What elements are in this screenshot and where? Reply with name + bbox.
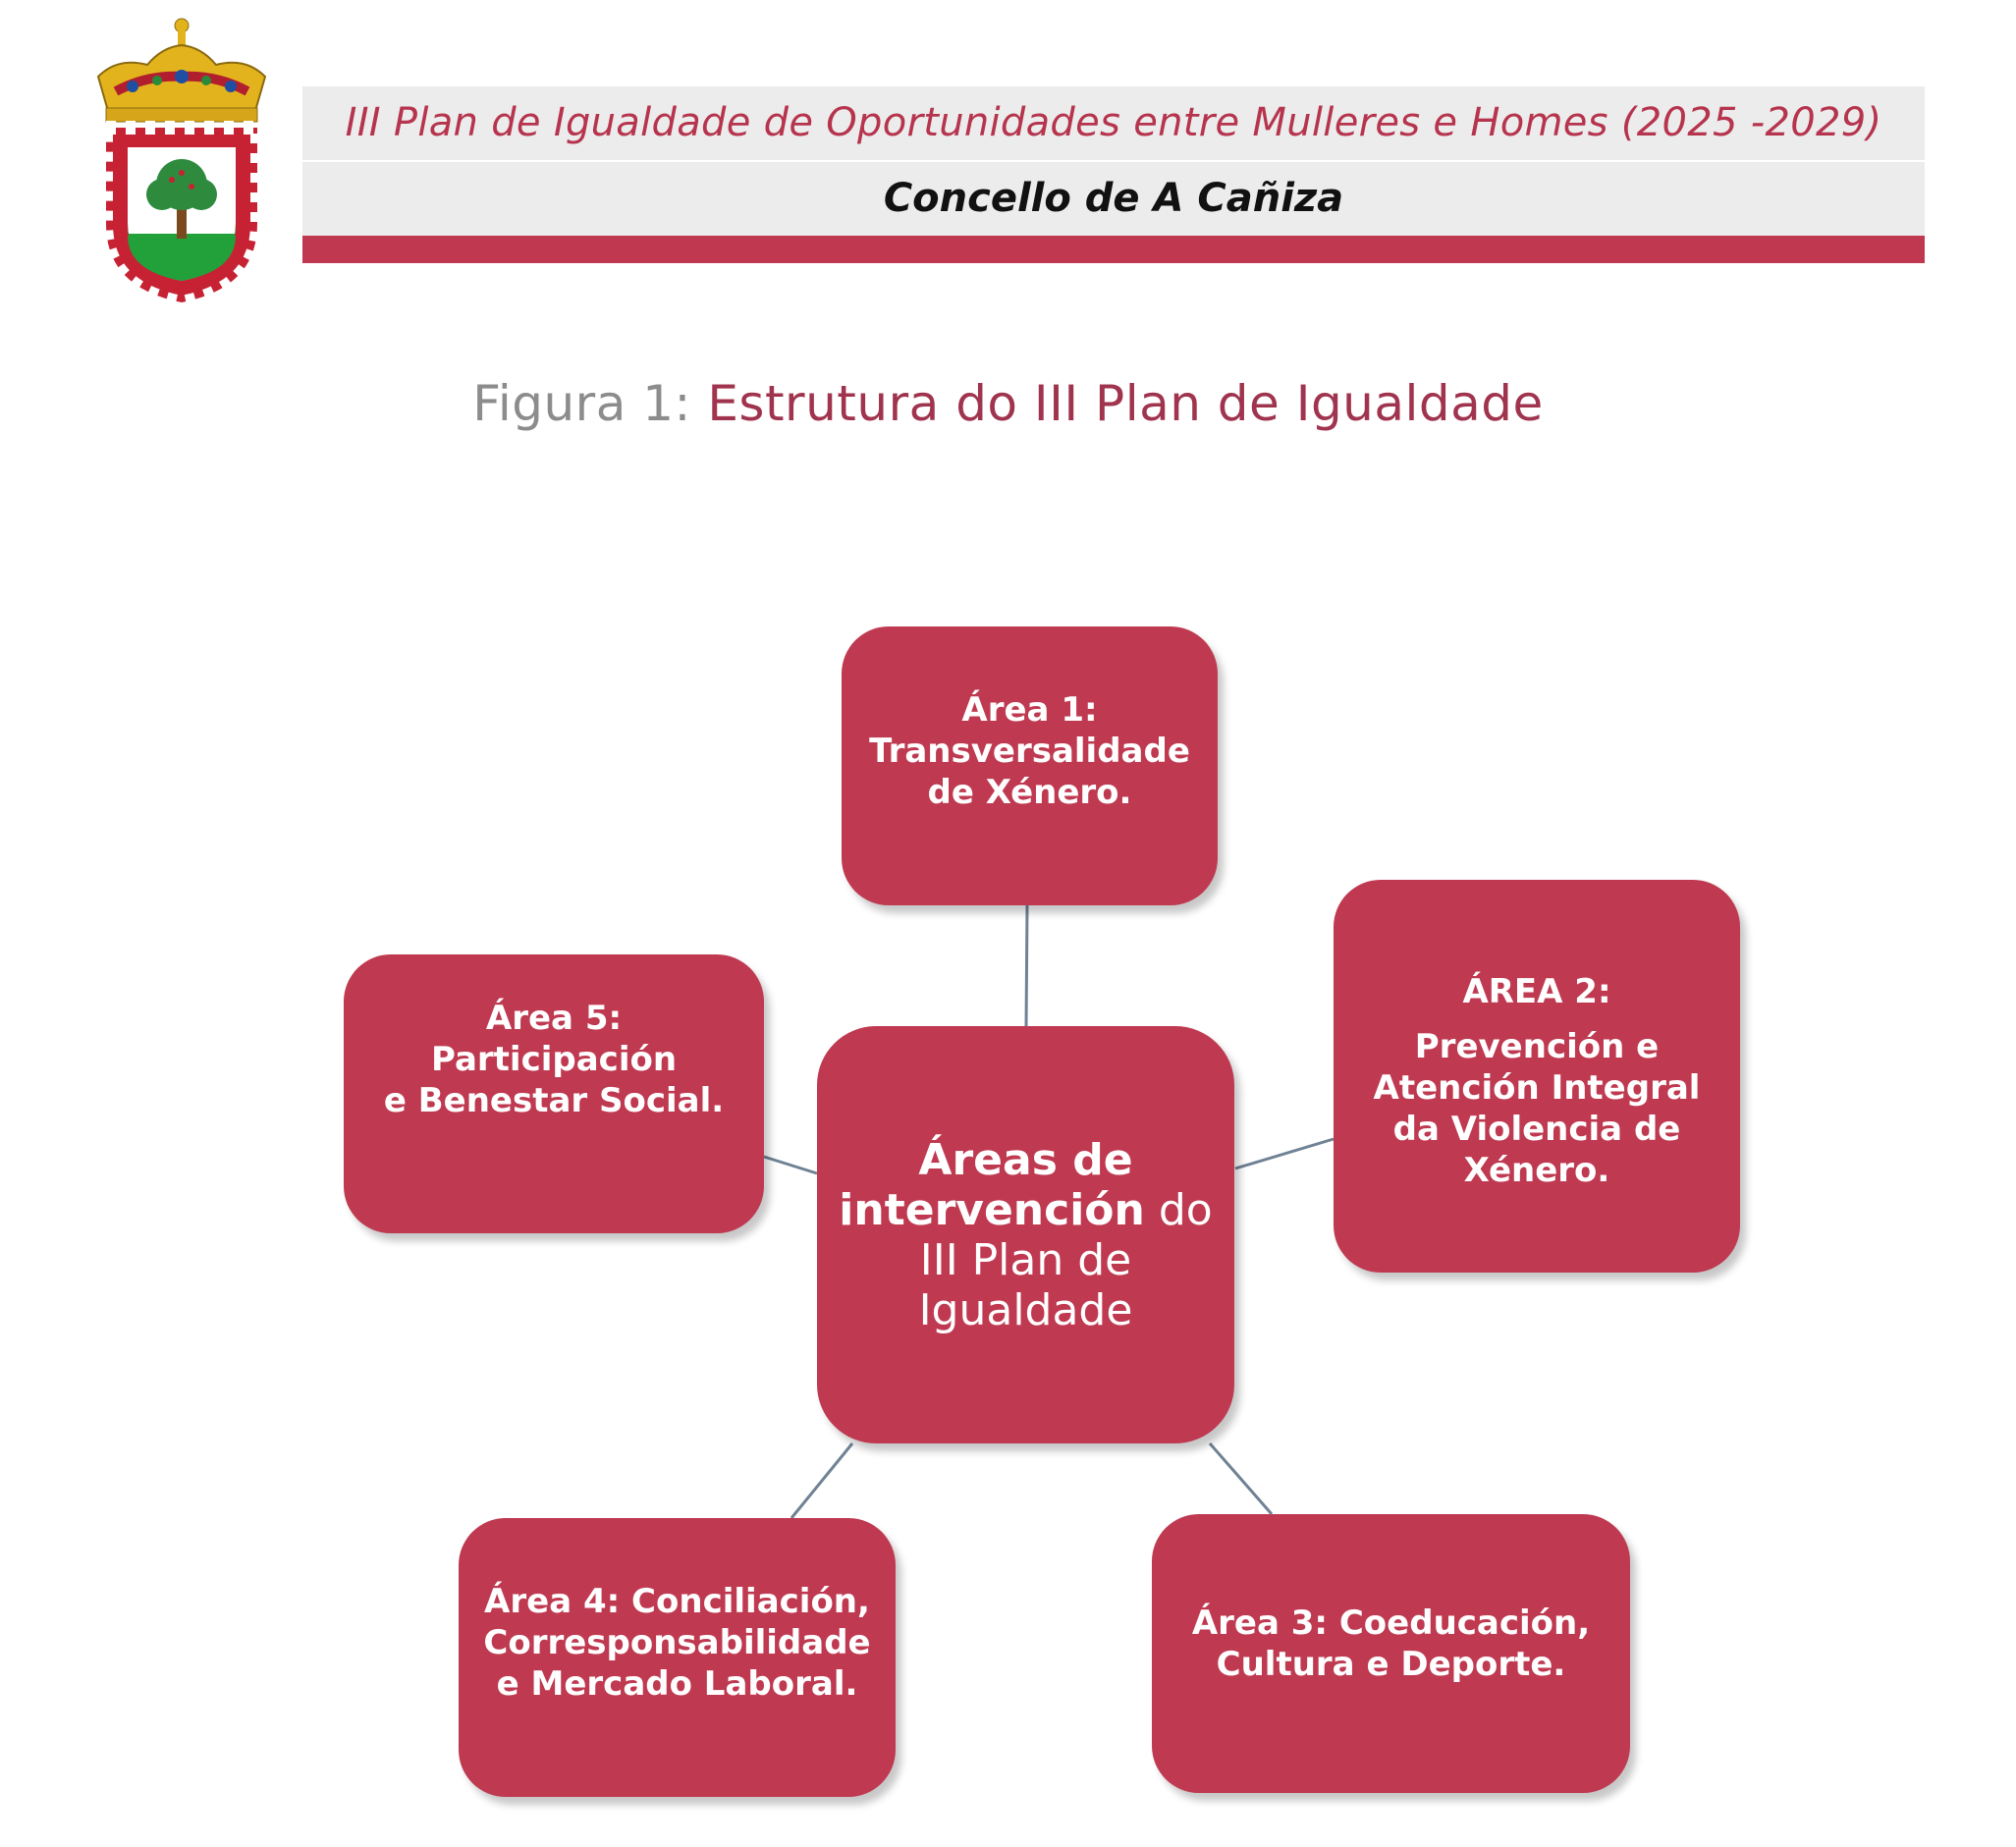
node-area2-line3: Atención Integral (1373, 1068, 1701, 1108)
document-title: III Plan de Igualdade de Oportunidades entre Mulleres e Homes (2025 -2029) (345, 100, 1882, 145)
center-node-line2-bold: intervención (839, 1184, 1145, 1235)
figure-caption-prefix: Figura 1: (472, 375, 691, 432)
connector-area2 (1235, 1139, 1334, 1168)
node-area4-line3: e Mercado Laboral. (496, 1664, 858, 1704)
center-node-line2-light: do (1144, 1184, 1213, 1235)
node-area4 (459, 1518, 896, 1797)
center-node-line4: Igualdade (918, 1284, 1133, 1335)
node-area1-line1: Área 1: (961, 690, 1098, 730)
node-area1-line3: de Xénero. (927, 773, 1132, 812)
node-area3-line1: Área 3: Coeducación, (1191, 1603, 1591, 1643)
connector-area4 (791, 1443, 852, 1518)
municipality-name: Concello de A Cañiza (883, 176, 1344, 221)
figure-caption-title: Estrutura do III Plan de Igualdade (707, 375, 1544, 432)
center-node-line1: Áreas de (918, 1134, 1133, 1185)
node-area1 (842, 626, 1218, 905)
node-area2-line1: ÁREA 2: (1462, 972, 1611, 1011)
center-node-line3: III Plan de (919, 1234, 1132, 1285)
node-area3-line2: Cultura e Deporte. (1216, 1645, 1566, 1684)
center-node-intervention-areas (817, 1026, 1234, 1443)
node-area2 (1334, 880, 1740, 1273)
connector-area5 (764, 1157, 817, 1173)
node-area3 (1152, 1514, 1630, 1793)
center-node-line2 (839, 1185, 1212, 1235)
connector-area3 (1210, 1443, 1272, 1514)
node-area5-line1: Área 5: Participación (430, 999, 678, 1079)
connector-area1 (1026, 905, 1027, 1026)
node-area4-line1: Área 4: Conciliación, (484, 1582, 870, 1621)
node-area1-line2: Transversalidade (869, 732, 1190, 771)
node-area5-line2: e Benestar Social. (383, 1081, 725, 1120)
node-area4-line2: Corresponsabilidade (483, 1623, 871, 1662)
node-area2-line2: Prevención e (1414, 1027, 1660, 1066)
node-area2-line4: da Violencia de (1392, 1110, 1681, 1149)
node-area5 (344, 954, 764, 1233)
node-area2-line5: Xénero. (1463, 1151, 1610, 1190)
